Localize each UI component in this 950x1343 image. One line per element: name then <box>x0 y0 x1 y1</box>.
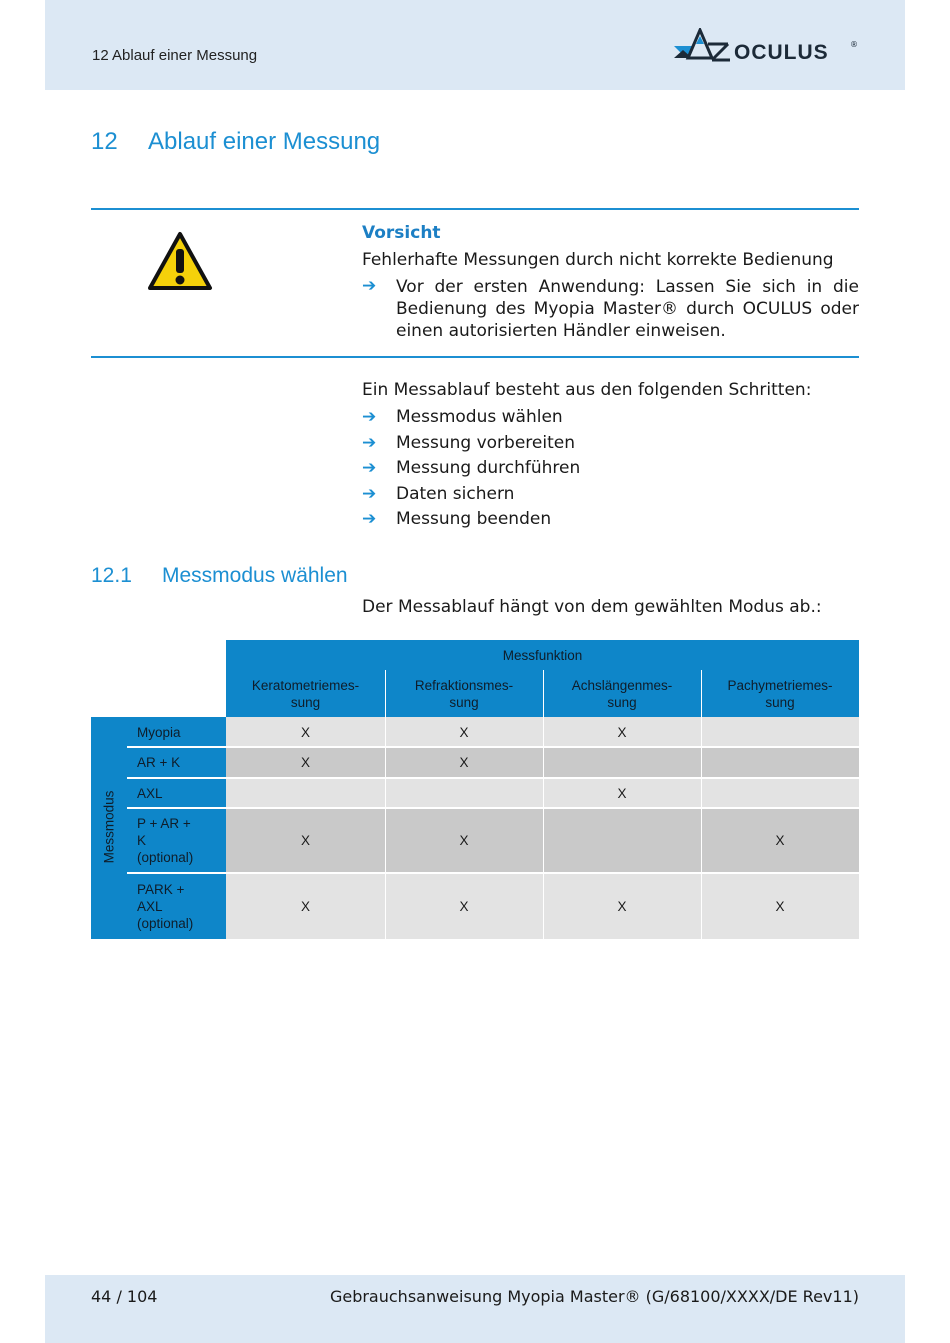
section-title <box>91 564 348 588</box>
table-cell: X <box>226 873 385 939</box>
chapter-number: 12 <box>91 128 118 155</box>
column-header-line: Pachymetriemes- <box>727 677 833 693</box>
column-header-line: Refraktionsmes- <box>414 677 514 693</box>
table-cell <box>701 717 859 747</box>
table-cell: X <box>226 747 385 778</box>
table-cell <box>543 808 701 873</box>
step-text: Messmodus wählen <box>396 407 563 427</box>
table-cell: X <box>385 717 543 747</box>
table-cell <box>701 747 859 778</box>
table-column-header <box>226 670 385 717</box>
table-column-header <box>701 670 859 717</box>
arrow-bullet-icon: ➔ <box>362 509 377 529</box>
caution-hazard-text: Fehlerhafte Messungen durch nicht korrekte Bedienung <box>362 250 834 270</box>
oculus-logo-icon <box>672 28 732 68</box>
row-label-line: (optional) <box>137 915 194 931</box>
caution-bottom-rule <box>91 356 859 358</box>
table-cell: X <box>701 808 859 873</box>
column-header-line: sung <box>765 694 795 710</box>
section-text: Der Messablauf hängt von dem gewählten Modus ab.: <box>362 597 822 617</box>
grid-line <box>127 807 859 809</box>
intro-text: Ein Messablauf besteht aus den folgenden Schritten: <box>362 380 812 400</box>
table-cell <box>226 778 385 808</box>
grid-line <box>701 717 702 939</box>
grid-line <box>127 746 859 748</box>
table-row-label: AR + K <box>127 747 226 778</box>
caution-heading: Vorsicht <box>362 223 441 243</box>
chapter-title <box>91 128 380 156</box>
column-header-line: sung <box>449 694 479 710</box>
table-column-header <box>385 670 543 717</box>
warning-triangle-icon <box>147 231 213 291</box>
table-group-header: Messfunktion <box>226 640 859 670</box>
table-cell: X <box>385 747 543 778</box>
step-text: Messung beenden <box>396 509 552 529</box>
table-cell: X <box>385 873 543 939</box>
column-header-line: Keratometriemes- <box>251 677 360 693</box>
table-column-header <box>543 670 701 717</box>
column-header-line: Achslängenmes- <box>571 677 673 693</box>
side-header-text: Messmodus <box>101 790 117 864</box>
oculus-logo <box>672 28 862 68</box>
table-cell: X <box>543 717 701 747</box>
arrow-bullet-icon: ➔ <box>362 484 377 504</box>
step-text: Daten sichern <box>396 484 515 504</box>
document-reference: Gebrauchsanweisung Myopia Master® (G/68100/XXXX/DE Rev11) <box>329 1287 859 1306</box>
header-divider <box>543 670 544 717</box>
grid-line <box>127 872 859 874</box>
logo-registered-mark: ® <box>850 40 858 49</box>
table-cell: X <box>226 808 385 873</box>
table-side-header <box>91 717 127 939</box>
column-header-line: sung <box>290 694 321 710</box>
arrow-bullet-icon: ➔ <box>362 276 377 296</box>
arrow-bullet-icon: ➔ <box>362 407 377 427</box>
section-heading: Messmodus wählen <box>162 564 348 587</box>
arrow-bullet-icon: ➔ <box>362 458 377 478</box>
table-cell: X <box>543 778 701 808</box>
table-cell: X <box>543 873 701 939</box>
footer-band <box>45 1275 905 1343</box>
grid-line <box>385 717 386 939</box>
table-cell <box>543 747 701 778</box>
section-number: 12.1 <box>91 564 132 587</box>
running-title: 12 Ablauf einer Messung <box>92 47 258 64</box>
row-label-line: AXL <box>137 898 163 914</box>
caution-instruction-text: Vor der ersten Anwendung: Lassen Sie sich in die Bedienung des Myopia Master® durch OCULUS oder einen autorisierten Händler einweisen. <box>396 277 859 341</box>
column-header-line: sung <box>607 694 637 710</box>
logo-text: OCULUS <box>734 41 829 64</box>
table-cell: X <box>385 808 543 873</box>
table-row-label: Myopia <box>127 717 226 747</box>
table-row-label <box>127 808 226 873</box>
header-divider <box>701 670 702 717</box>
row-label-line: (optional) <box>137 850 194 865</box>
table-cell <box>385 778 543 808</box>
step-text: Messung vorbereiten <box>396 433 575 453</box>
header-divider <box>385 670 386 717</box>
row-label-line: P + AR + <box>137 816 191 831</box>
table-row-label: AXL <box>127 778 226 808</box>
table-cell: X <box>226 717 385 747</box>
row-label-line: PARK + <box>137 881 185 897</box>
grid-line <box>127 777 859 779</box>
page-number: 44 / 104 <box>91 1287 158 1306</box>
chapter-heading: Ablauf einer Messung <box>148 128 381 155</box>
arrow-bullet-icon: ➔ <box>362 433 377 453</box>
mode-function-table <box>91 640 859 939</box>
caution-top-rule <box>91 208 859 210</box>
step-text: Messung durchführen <box>396 458 581 478</box>
table-cell: X <box>701 873 859 939</box>
table-row-label <box>127 873 226 939</box>
table-cell <box>701 778 859 808</box>
row-label-line: K <box>137 833 147 848</box>
grid-line <box>543 717 544 939</box>
